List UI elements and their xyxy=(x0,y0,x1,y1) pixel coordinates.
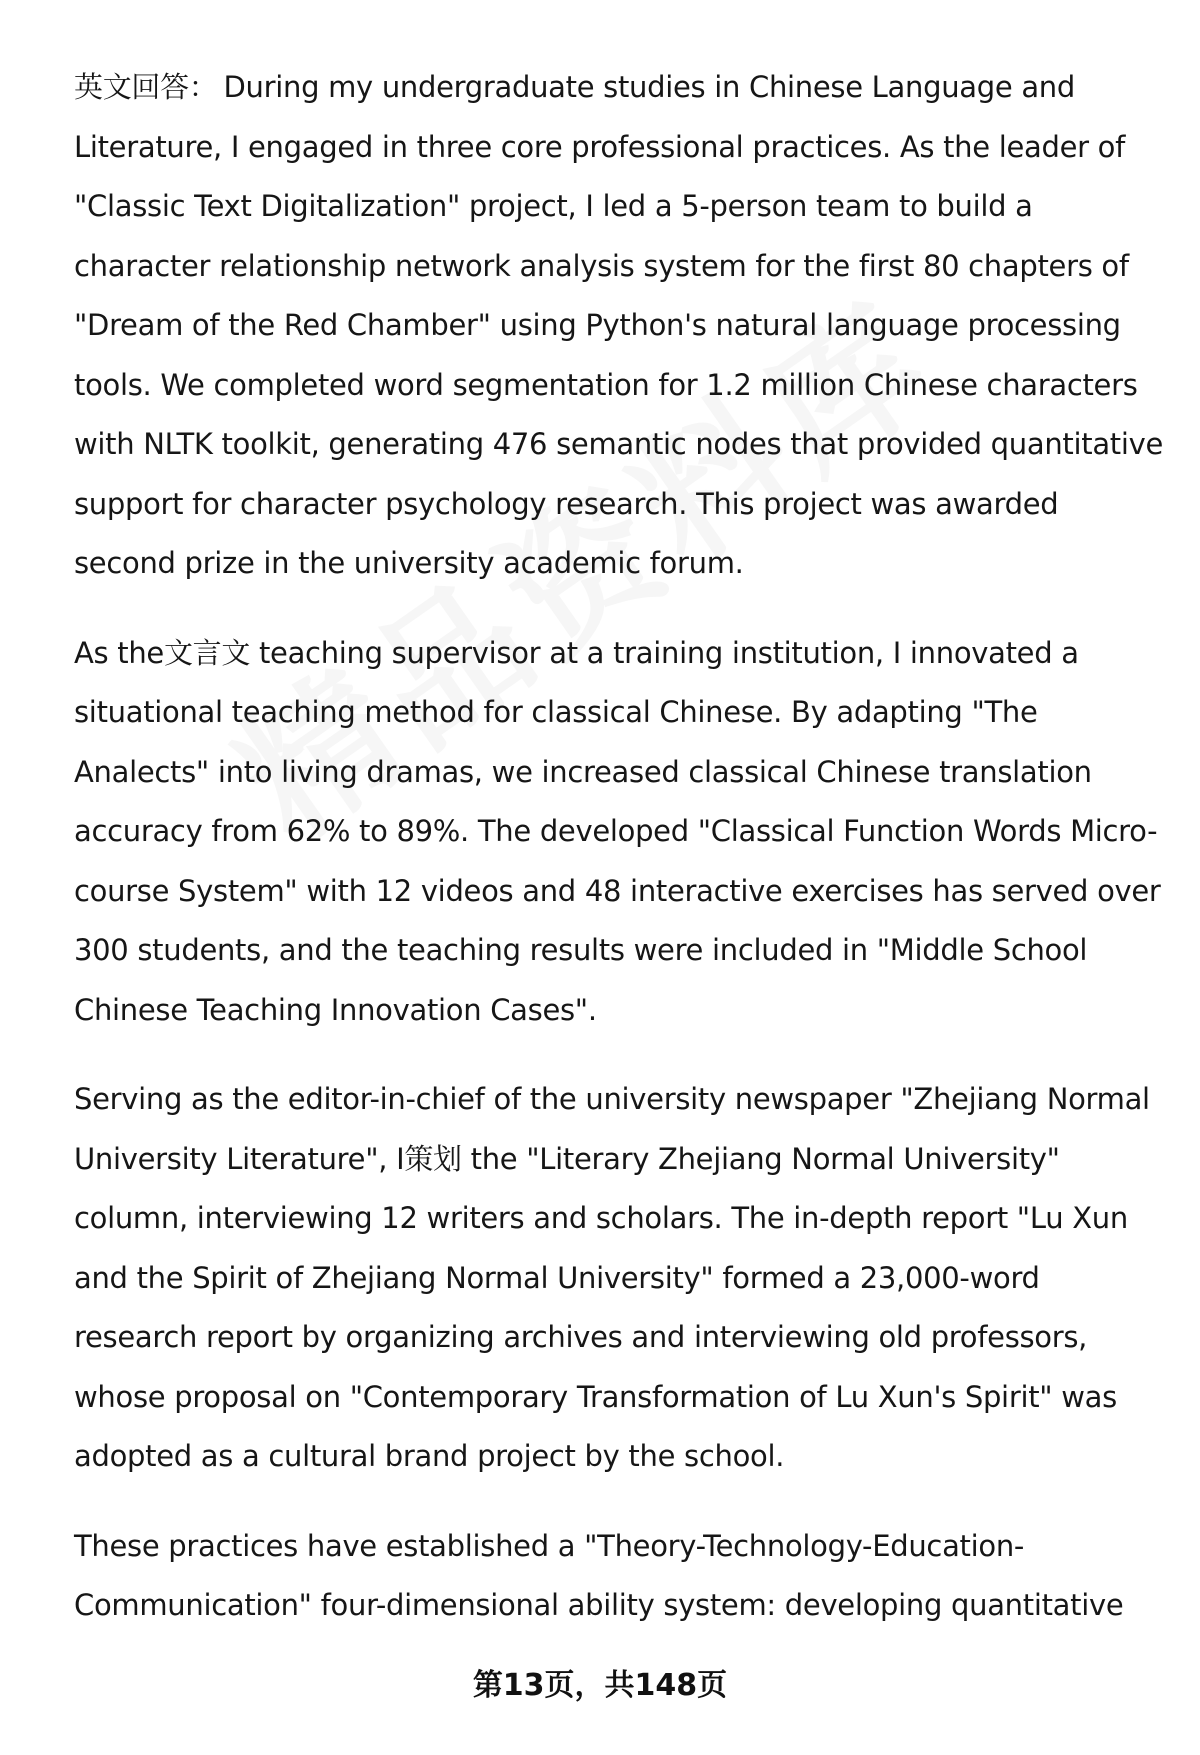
document-body xyxy=(74,58,1164,1666)
paragraph-4: These practices have established a "Theory-Technology-Education-Communication" four-dimensional ability system: developing quantitative xyxy=(74,1528,1124,1622)
paragraph-3: Serving as the editor-in-chief of the university newspaper "Zhejiang Normal University Literature", I策划 the "Literary Zhejiang Normal University" column, interviewing 12 writers and scholars. The in-depth report "Lu Xun and the Spirit of Zhejiang Normal University" formed a 23,000-word research report by organizing archives and interviewing old professors, whose proposal on "Contemporary Transformation of Lu Xun's Spirit" was adopted as a cultural brand project by the school. xyxy=(74,1082,1150,1473)
paragraph-2: As the文言文 teaching supervisor at a training institution, I innovated a situational teaching method for classical Chinese. By adapting "The Analects" into living dramas, we increased classical Chinese translation accuracy from 62% to 89%. The developed "Classical Function Words Micro-course System" with 12 videos and 48 interactive exercises has served over 300 students, and the teaching results were included in "Middle School Chinese Teaching Innovation Cases". xyxy=(74,635,1161,1027)
paragraph-1 xyxy=(74,58,1164,594)
answer-label: 英文回答： xyxy=(74,70,218,104)
paragraph-1-text: During my undergraduate studies in Chinese Language and Literature, I engaged in three core professional practices. As the leader of "Classic Text Digitalization" project, I led a 5-person team to build a character relationship network analysis system for the first 80 chapters of "Dream of the Red Chamber" using Python's natural language processing tools. We completed word segmentation for 1.2 million Chinese characters with NLTK toolkit, generating 476 semantic nodes that provided quantitative support for character psychology research. This project was awarded second prize in the university academic forum. xyxy=(74,70,1164,580)
page-indicator: 第13页，共148页 xyxy=(472,1668,728,1703)
